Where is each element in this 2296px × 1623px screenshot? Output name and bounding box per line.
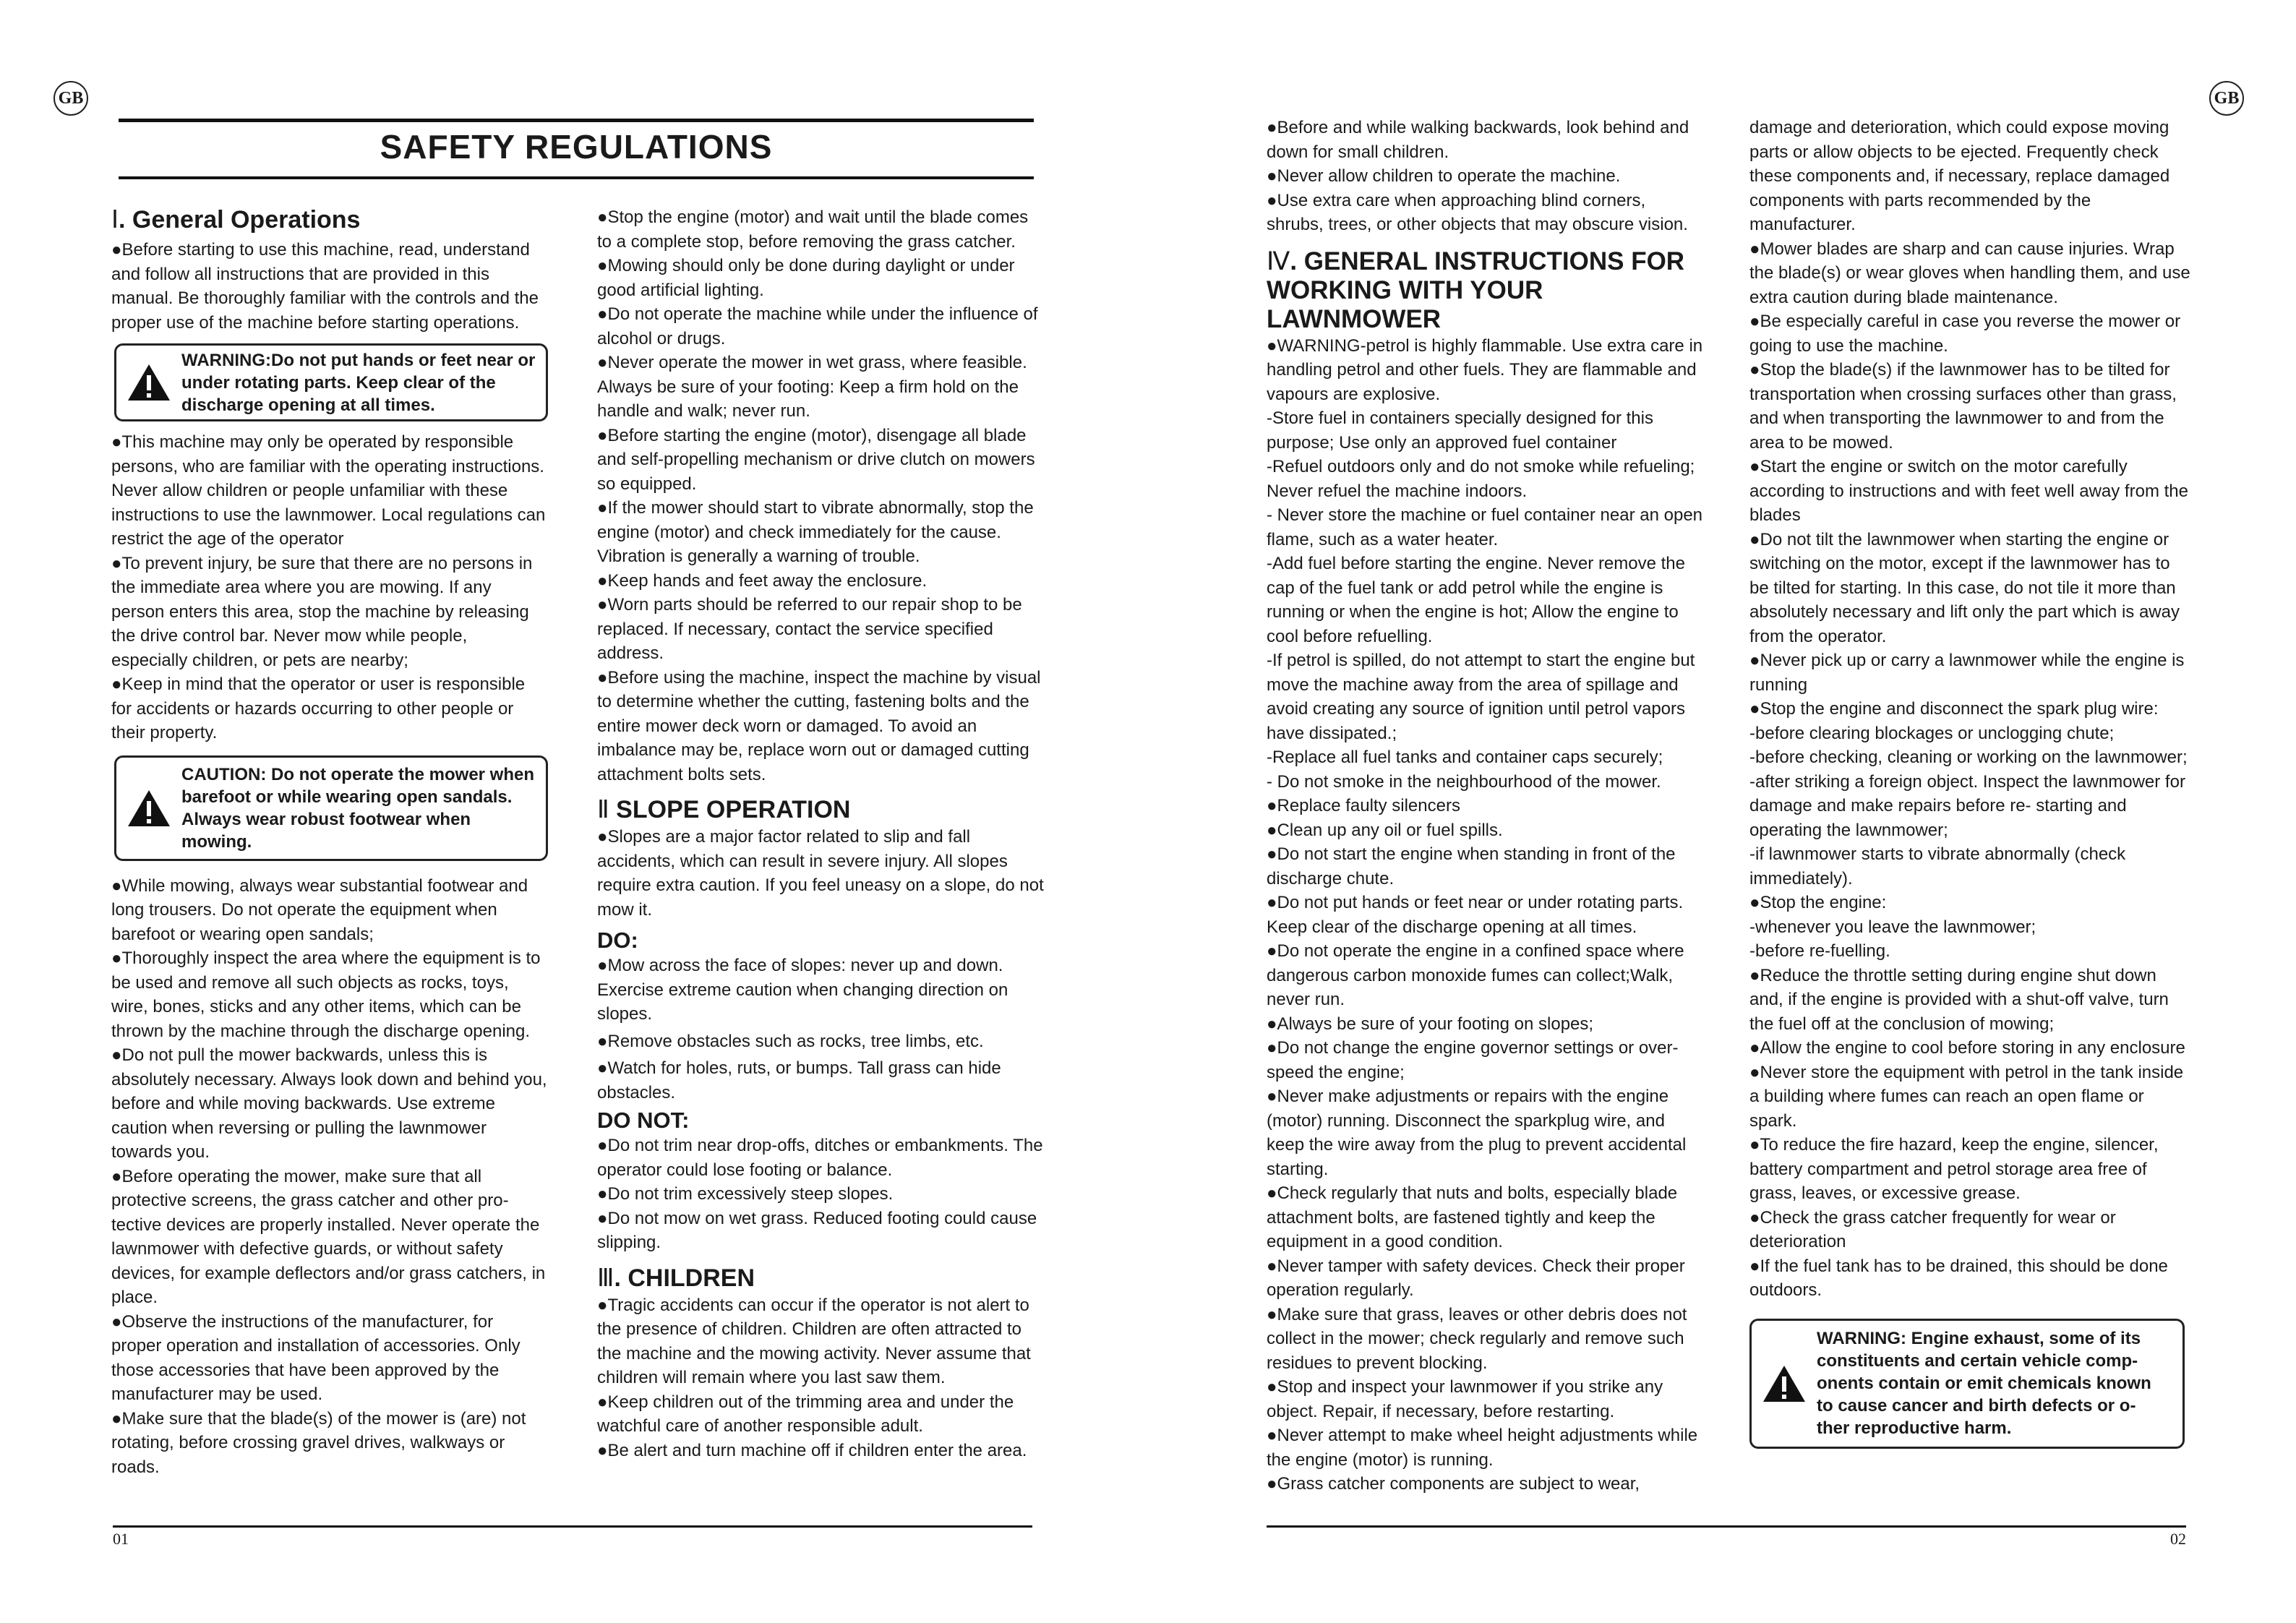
list-item: -before re-fuelling.: [1749, 941, 1890, 961]
paragraph: ●If the mower should start to vibrate abnormally, stop the engine (motor) and check immediately for the cause. Vibration is generally a warning of trouble.: [597, 498, 1034, 566]
list-item: -whenever you leave the lawnmower;: [1749, 917, 2036, 937]
page-number-left: 01: [113, 1530, 129, 1548]
list-item: ●Do not tilt the lawnmower when starting the engine or switching on the motor, except if the lawnmower has to be tilted for starting. In this case, do not tile it more than absolutely necessary and lift only the part which is away from the operator.: [1749, 529, 2180, 646]
list-item: -Add fuel before starting the engine. Never remove the cap of the fuel tank or add petrol while the engine is running or when the engine is hot; Allow the engine to cool before refuelling.: [1267, 554, 1685, 646]
footer-rule-left: [113, 1525, 1032, 1528]
list-item: ●Check regularly that nuts and bolts, especially blade attachment bolts, are fastened tightly and keep the equipment in a good condition.: [1267, 1183, 1678, 1251]
column-4: [1749, 116, 2193, 1449]
list-item: ●Do not start the engine when standing in front of the discharge chute.: [1267, 844, 1676, 888]
list-item: ●If the fuel tank has to be drained, this should be done outdoors.: [1749, 1256, 2168, 1300]
title-top-rule: [119, 119, 1034, 122]
section-heading-general-instructions: Ⅳ. GENERAL INSTRUCTIONS FOR WORKING WITH YOUR LAWNMOWER: [1267, 247, 1685, 333]
list-item: -Refuel outdoors only and do not smoke while refueling; Never refuel the machine indoors.: [1267, 457, 1695, 501]
list-item: ●Check the grass catcher frequently for wear or deterioration: [1749, 1207, 2116, 1251]
paragraph: ●To prevent injury, be sure that there are no persons in the immediate area where you are mowing. If any person enters this area, stop the machine by releasing the drive control bar. Never mow while people, especially children, or pets are nearby;: [111, 553, 533, 670]
warning-triangle-icon: [1762, 1364, 1807, 1403]
list-item: ●Grass catcher components are subject to wear,: [1267, 1474, 1640, 1494]
paragraph: ●This machine may only be operated by responsible persons, who are familiar with the operating instructions. Never allow children or people unfamiliar with these instructions to use the lawnmower. Local regulations can restrict the age of the operator: [111, 432, 546, 549]
list-item: - Do not smoke in the neighbourhood of the mower.: [1267, 771, 1661, 792]
paragraph: ●Be alert and turn machine off if children enter the area.: [597, 1440, 1027, 1460]
caution-text: CAUTION: Do not operate the mower when barefoot or while wearing open sandals. Always wear robust footwear when mowing.: [181, 764, 535, 852]
section-heading-slope-operation: Ⅱ SLOPE OPERATION: [597, 796, 851, 823]
paragraph: ●Do not pull the mower backwards, unless this is absolutely necessary. Always look down and behind you, before and while moving backwards. Use extreme caution when reversing or pulling the lawnmower towards you.: [111, 1045, 547, 1162]
list-item: ●Remove obstacles such as rocks, tree limbs, etc.: [597, 1031, 984, 1051]
list-item: ●Make sure that grass, leaves or other debris does not collect in the mower; check regularly and remove such residues to prevent blocking.: [1267, 1304, 1687, 1373]
paragraph: ●Before starting to use this machine, read, understand and follow all instructions that are provided in this manual. Be thoroughly familiar with the controls and the proper use of the machine before starting operations.: [111, 240, 539, 333]
column-1: [111, 205, 548, 1479]
list-item: ●Stop the engine and disconnect the spark plug wire:: [1749, 699, 2159, 719]
list-item: ●Allow the engine to cool before storing in any enclosure: [1749, 1038, 2185, 1058]
list-item: -if lawnmower starts to vibrate abnormally (check immediately).: [1749, 844, 2126, 888]
paragraph: ●Stop the engine (motor) and wait until the blade comes to a complete stop, before removing the grass catcher.: [597, 207, 1029, 252]
paragraph: ●Worn parts should be referred to our repair shop to be replaced. If necessary, contact the service specified address.: [597, 595, 1022, 663]
list-item: ●Never store the equipment with petrol in the tank inside a building where fumes can reach an open flame or spark.: [1749, 1062, 2184, 1131]
instruction-list: [1267, 334, 1703, 1496]
list-item: ●Watch for holes, ruts, or bumps. Tall grass can hide obstacles.: [597, 1058, 1001, 1102]
list-item: ●Always be sure of your footing on slopes;: [1267, 1014, 1594, 1034]
instruction-list: [1749, 116, 2193, 1303]
warning-box: [114, 343, 548, 421]
list-item: -before clearing blockages or unclogging chute;: [1749, 723, 2115, 743]
column-2: [597, 205, 1045, 1463]
paragraph: ●Before and while walking backwards, look behind and down for small children.: [1267, 118, 1689, 162]
do-label: DO:: [597, 928, 638, 953]
list-item: ●Stop the engine:: [1749, 893, 1887, 912]
page-title: SAFETY REGULATIONS: [380, 128, 773, 166]
list-item: ●Clean up any oil or fuel spills.: [1267, 820, 1503, 840]
paragraph: ●Thoroughly inspect the area where the equipment is to be used and remove all such objects as rocks, toys, wire, bones, sticks and any other items, which can be thrown by the machine through the discharge opening.: [111, 948, 541, 1041]
list-item: -Replace all fuel tanks and container caps securely;: [1267, 748, 1663, 767]
paragraph: ●Before operating the mower, make sure that all protective screens, the grass catcher and other pro- tective devices are properly installed. Never operate the lawnmower with defective guards, or without safety devices, for example deflectors and/or grass catchers, in place.: [111, 1166, 546, 1307]
caution-box: [114, 755, 548, 861]
list-item: -after striking a foreign object. Inspect the lawnmower for damage and make repairs before re- starting and operating the lawnmower;: [1749, 771, 2185, 840]
list-item: ●Never make adjustments or repairs with the engine (motor) running. Disconnect the sparkplug wire, and keep the wire away from the plug to prevent accidental starting.: [1267, 1087, 1687, 1179]
section-heading-general-operations: Ⅰ. General Operations: [111, 206, 361, 234]
list-item: ●Start the engine or switch on the motor carefully according to instructions and with feet well away from the blades: [1749, 457, 2188, 525]
list-item: ●Mow across the face of slopes: never up and down. Exercise extreme caution when changing direction on slopes.: [597, 956, 1008, 1024]
list-item: ●Mower blades are sharp and can cause injuries. Wrap the blade(s) or wear gloves when handling them, and use extra caution during blade maintenance.: [1749, 239, 2190, 307]
page-number-right: 02: [2170, 1530, 2186, 1548]
gb-badge-left: [53, 81, 88, 116]
paragraph: ●Slopes are a major factor related to slip and fall accidents, which can result in severe injury. All slopes require extra caution. If you feel uneasy on a slope, do not mow it.: [597, 827, 1044, 920]
do-not-label: DO NOT:: [597, 1108, 690, 1133]
paragraph: ●Keep in mind that the operator or user is responsible for accidents or hazards occurring to other people or their property.: [111, 675, 526, 742]
warning-triangle-icon: [127, 789, 171, 828]
list-item: ●Do not trim excessively steep slopes.: [597, 1184, 894, 1204]
list-item: ●Never tamper with safety devices. Check their proper operation regularly.: [1267, 1256, 1685, 1300]
paragraph: ●Mowing should only be done during daylight or under good artificial lighting.: [597, 256, 1015, 300]
warning-triangle-icon: [127, 363, 171, 402]
list-item: ●Do not put hands or feet near or under rotating parts. Keep clear of the discharge opening at all times.: [1267, 893, 1684, 937]
list-item: ●Never attempt to make wheel height adjustments while the engine (motor) is running.: [1267, 1426, 1698, 1470]
list-item: ●Do not change the engine governor settings or over-speed the engine;: [1267, 1038, 1679, 1082]
list-item: damage and deterioration, which could expose moving parts or allow objects to be ejected. Frequently check these components and, if necessary, replace damaged components with parts recommended by the manufacturer.: [1749, 118, 2170, 234]
list-item: ●To reduce the fire hazard, keep the engine, silencer, battery compartment and petrol storage area free of grass, leaves, or excessive grease.: [1749, 1135, 2159, 1203]
paragraph: ●Do not operate the machine while under the influence of alcohol or drugs.: [597, 304, 1038, 348]
paragraph: ●Before using the machine, inspect the machine by visual to determine whether the cutting, fastening bolts and the entire mower deck worn or damaged. To avoid an imbalance may be, replace worn out or damaged cutting attachment bolts sets.: [597, 667, 1041, 784]
paragraph: ●Make sure that the blade(s) of the mower is (are) not rotating, before crossing gravel drives, walkways or roads.: [111, 1408, 526, 1477]
list-item: ●Be especially careful in case you reverse the mower or going to use the machine.: [1749, 312, 2181, 356]
gb-badge-right: [2209, 81, 2244, 116]
list-item: -If petrol is spilled, do not attempt to start the engine but move the machine away from the area of spillage and avoid creating any source of ignition until petrol vapors have dissipated.;: [1267, 651, 1695, 743]
gb-label: GB: [58, 88, 84, 108]
list-item: -Store fuel in containers specially designed for this purpose; Use only an approved fuel container: [1267, 408, 1653, 453]
warning-text: WARNING:Do not put hands or feet near or under rotating parts. Keep clear of the discharge opening at all times.: [181, 350, 536, 415]
paragraph: ●Keep children out of the trimming area and under the watchful care of another responsible adult.: [597, 1392, 1014, 1436]
list-item: ●Stop the blade(s) if the lawnmower has to be tilted for transportation when crossing surfaces other than grass, and when transporting the lawnmower to and from the area to be mowed.: [1749, 360, 2177, 453]
list-item: ●Replace faulty silencers: [1267, 796, 1460, 815]
list-item: ●Stop and inspect your lawnmower if you strike any object. Repair, if necessary, before restarting.: [1267, 1377, 1663, 1421]
footer-rule-right: [1267, 1525, 2186, 1528]
gb-label: GB: [2214, 88, 2240, 108]
section-heading-children: Ⅲ. CHILDREN: [597, 1264, 755, 1292]
list-item: ●Do not mow on wet grass. Reduced footing could cause slipping.: [597, 1208, 1037, 1252]
list-item: - Never store the machine or fuel container near an open flame, such as a water heater.: [1267, 505, 1703, 549]
paragraph: ●While mowing, always wear substantial footwear and long trousers. Do not operate the equipment when barefoot or wearing open sandals;: [111, 875, 528, 944]
paragraph: ●Use extra care when approaching blind corners, shrubs, trees, or other objects that may obscure vision.: [1267, 190, 1688, 234]
paragraph: ●Keep hands and feet away the enclosure.: [597, 570, 928, 591]
title-bottom-rule: [119, 176, 1034, 179]
column-3: [1267, 116, 1703, 1496]
list-item: ●Never pick up or carry a lawnmower while the engine is running: [1749, 651, 2185, 695]
list-item: -before checking, cleaning or working on the lawnmower;: [1749, 748, 2188, 767]
list-item: ●Reduce the throttle setting during engine shut down and, if the engine is provided with a shut-off valve, turn the fuel off at the conclusion of mowing;: [1749, 965, 2169, 1034]
paragraph: ●Before starting the engine (motor), disengage all blade and self-propelling mechanism or drive clutch on mowers so equipped.: [597, 425, 1035, 494]
paragraph: ●Tragic accidents can occur if the operator is not alert to the presence of children. Children are often attracted to the machine and the mowing activity. Never assume that children will remain where you last saw them.: [597, 1295, 1031, 1387]
paragraph: ●Observe the instructions of the manufacturer, for proper operation and installation of accessories. Only those accessories that have been approved by the manufacturer may be used.: [111, 1311, 521, 1404]
list-item: ●WARNING-petrol is highly flammable. Use extra care in handling petrol and other fuels. They are flammable and vapours are explosive.: [1267, 335, 1703, 404]
engine-exhaust-warning-box: [1749, 1319, 2185, 1449]
engine-exhaust-warning-text: WARNING: Engine exhaust, some of its constituents and certain vehicle comp- onents contain or emit chemicals known to cause cancer and birth defects or o- ther reproductive harm.: [1817, 1329, 2151, 1438]
list-item: ●Do not operate the engine in a confined space where dangerous carbon monoxide fumes can collect;Walk, never run.: [1267, 941, 1684, 1009]
list-item: ●Do not trim near drop-offs, ditches or embankments. The operator could lose footing or balance.: [597, 1136, 1043, 1180]
paragraph: ●Never operate the mower in wet grass, where feasible. Always be sure of your footing: Keep a firm hold on the handle and walk; never run.: [597, 353, 1027, 421]
paragraph: ●Never allow children to operate the machine.: [1267, 166, 1621, 186]
